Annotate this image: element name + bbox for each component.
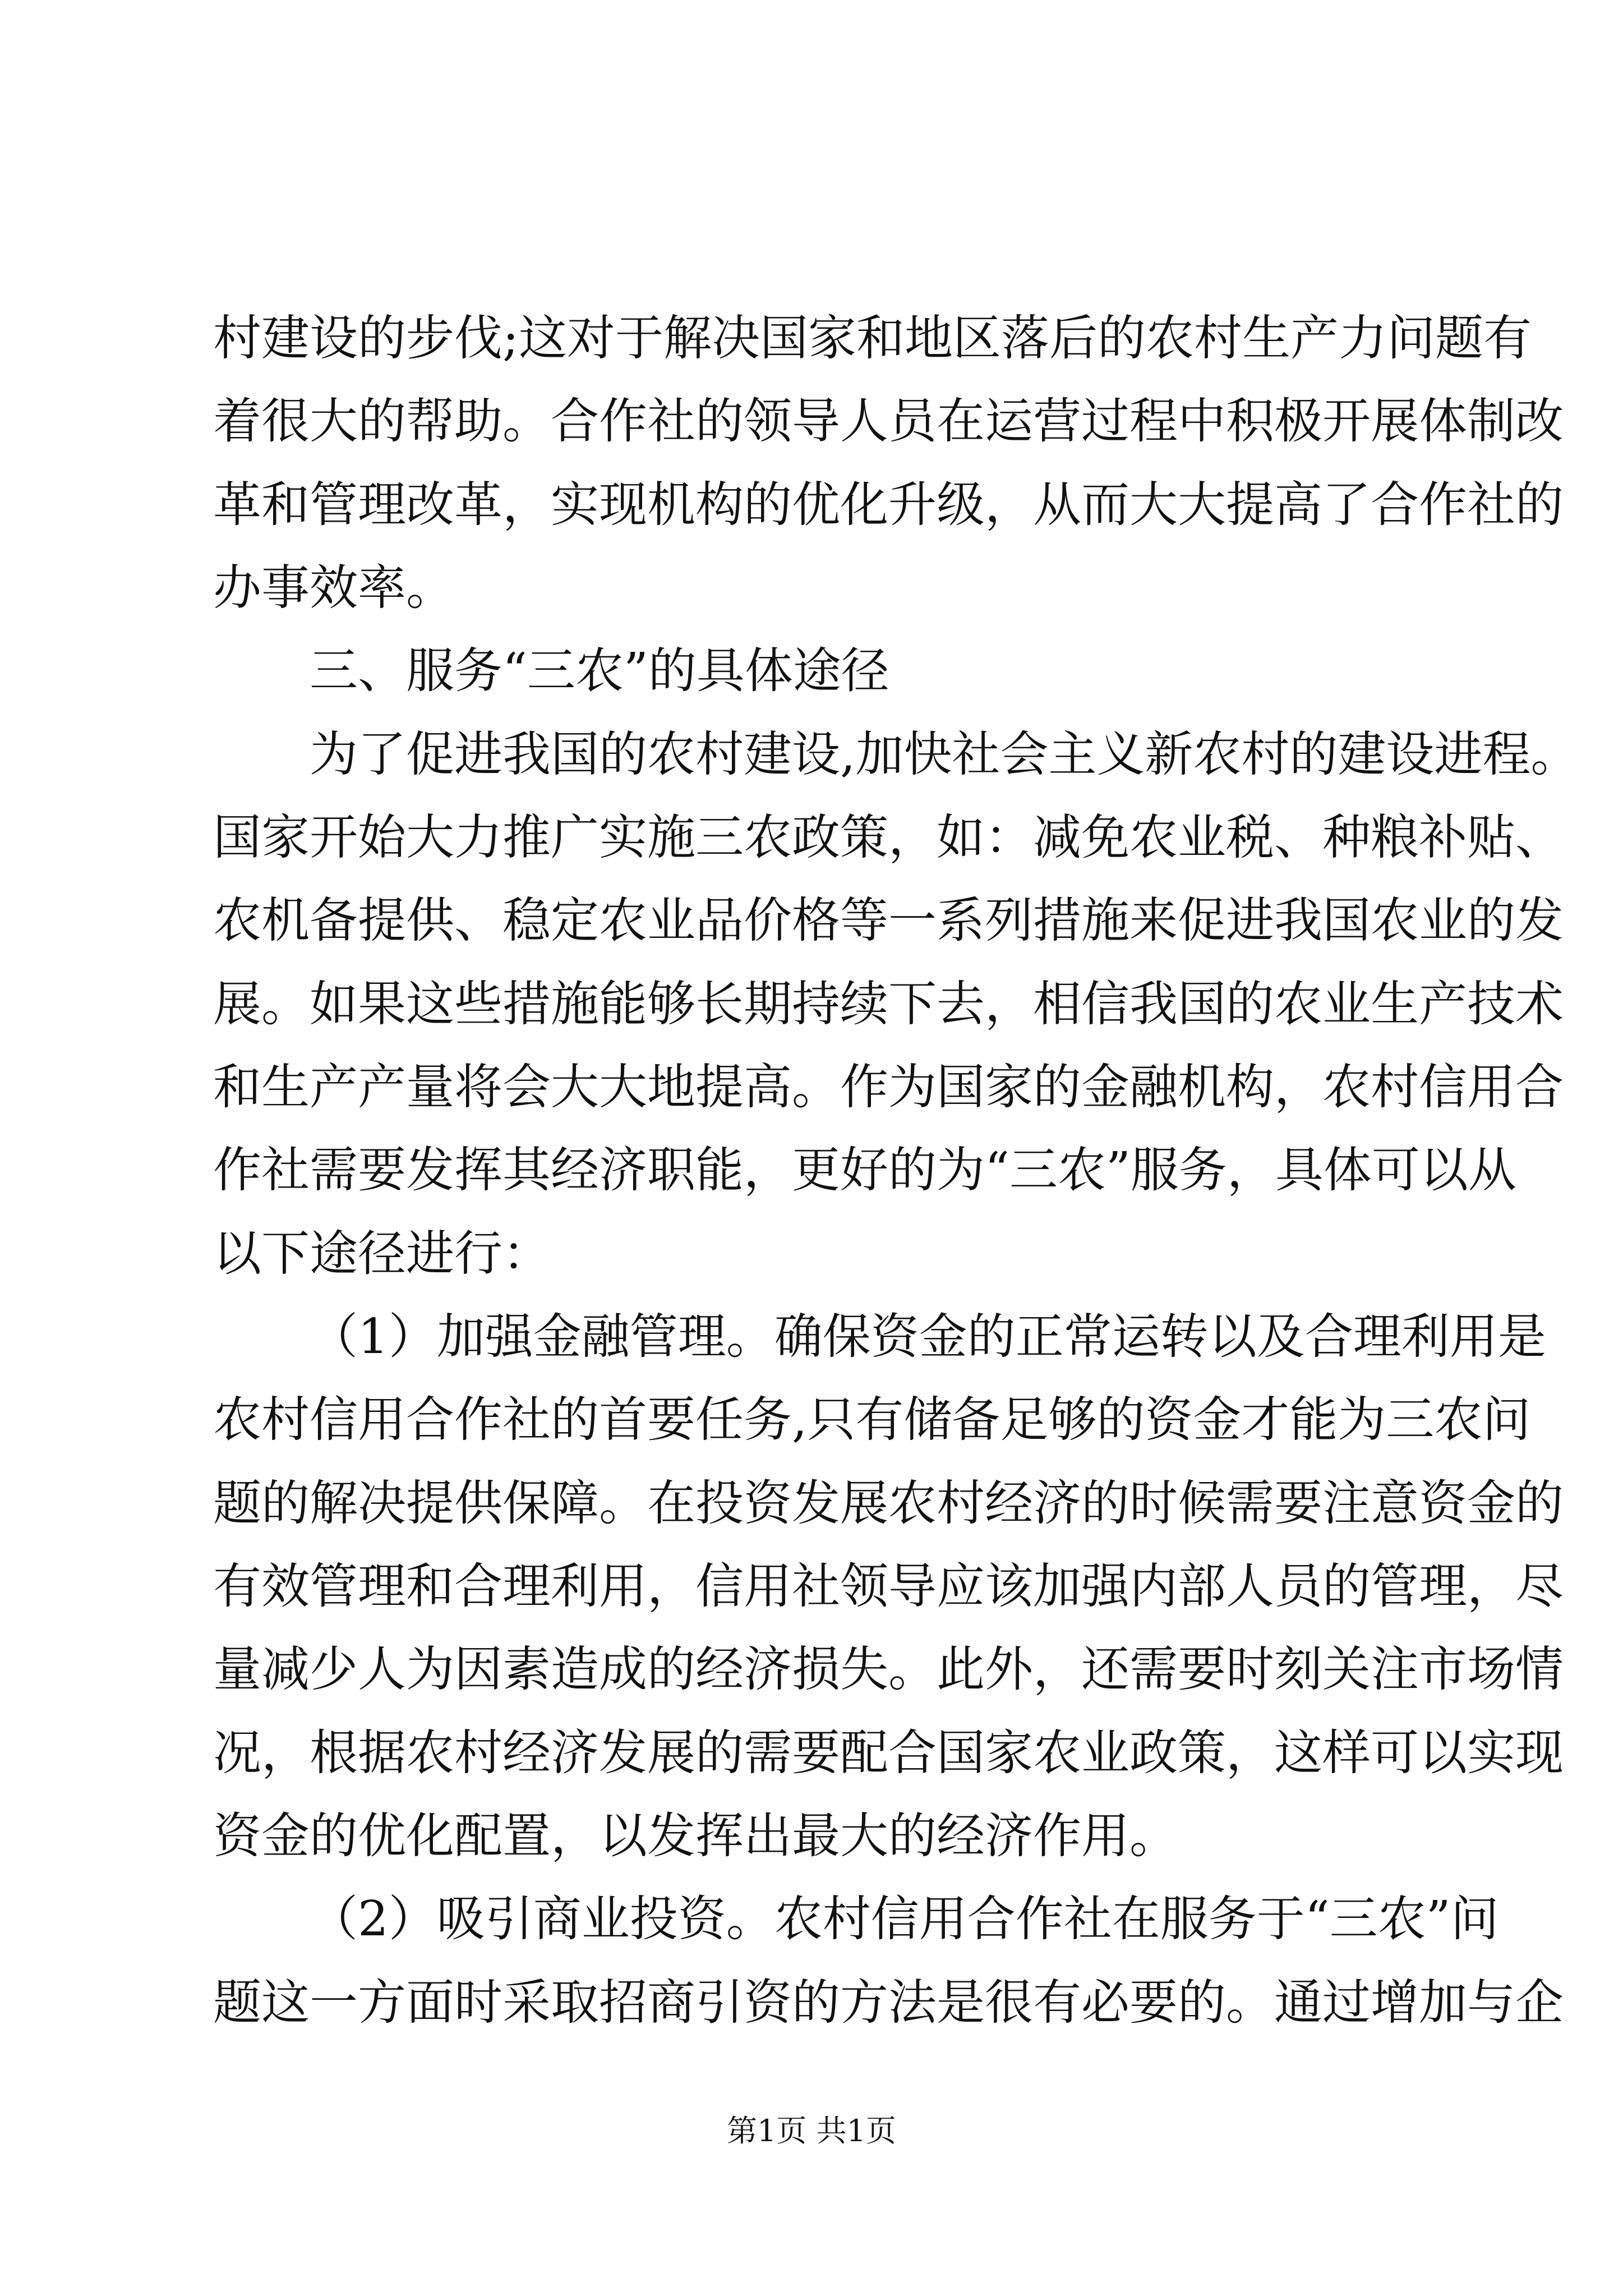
paragraph-line-4: 办事效率。 (213, 560, 454, 616)
page-footer: 第1页 共1页 (727, 2113, 896, 2148)
paragraph-line-20: （2）吸引商业投资。农村信用合作社在服务于“三农”问 (310, 1891, 1499, 1947)
paragraph-line-7: 国家开始大力推广实施三农政策，如：减免农业税、种粮补贴、 (213, 809, 1564, 866)
paragraph-line-10: 和生产产量将会大大地提高。作为国家的金融机构，农村信用合 (213, 1059, 1564, 1115)
paragraph-line-1: 村建设的步伐;这对于解决国家和地区落后的农村生产力问题有 (213, 310, 1532, 366)
paragraph-line-14: 农村信用合作社的首要任务,只有储备足够的资金才能为三农问 (213, 1392, 1531, 1448)
paragraph-line-21: 题这一方面时采取招商引资的方法是很有必要的。通过增加与企 (213, 1975, 1564, 2031)
paragraph-line-9: 展。如果这些措施能够长期持续下去，相信我国的农业生产技术 (213, 976, 1564, 1032)
section-heading: 三、服务“三农”的具体途径 (310, 643, 889, 699)
paragraph-line-11: 作社需要发挥其经济职能，更好的为“三农”服务，具体可以从 (213, 1142, 1516, 1198)
paragraph-line-2: 着很大的帮助。合作社的领导人员在运营过程中积极开展体制改 (213, 393, 1564, 449)
paragraph-line-15: 题的解决提供保障。在投资发展农村经济的时候需要注意资金的 (213, 1475, 1564, 1531)
paragraph-line-17: 量减少人为因素造成的经济损失。此外，还需要时刻关注市场情 (213, 1641, 1564, 1697)
paragraph-line-8: 农机备提供、稳定农业品价格等一系列措施来促进我国农业的发 (213, 892, 1564, 949)
paragraph-line-13: （1）加强金融管理。确保资金的正常运转以及合理利用是 (310, 1309, 1546, 1365)
paragraph-line-19: 资金的优化配置，以发挥出最大的经济作用。 (213, 1808, 1178, 1864)
paragraph-line-16: 有效管理和合理利用，信用社领导应该加强内部人员的管理，尽 (213, 1558, 1564, 1614)
paragraph-line-3: 革和管理改革，实现机构的优化升级，从而大大提高了合作社的 (213, 477, 1564, 533)
paragraph-line-6: 为了促进我国的农村建设,加快社会主义新农村的建设进程。 (310, 726, 1579, 783)
paragraph-line-12: 以下途径进行： (213, 1226, 551, 1282)
paragraph-line-18: 况，根据农村经济发展的需要配合国家农业政策，这样可以实现 (213, 1725, 1564, 1781)
